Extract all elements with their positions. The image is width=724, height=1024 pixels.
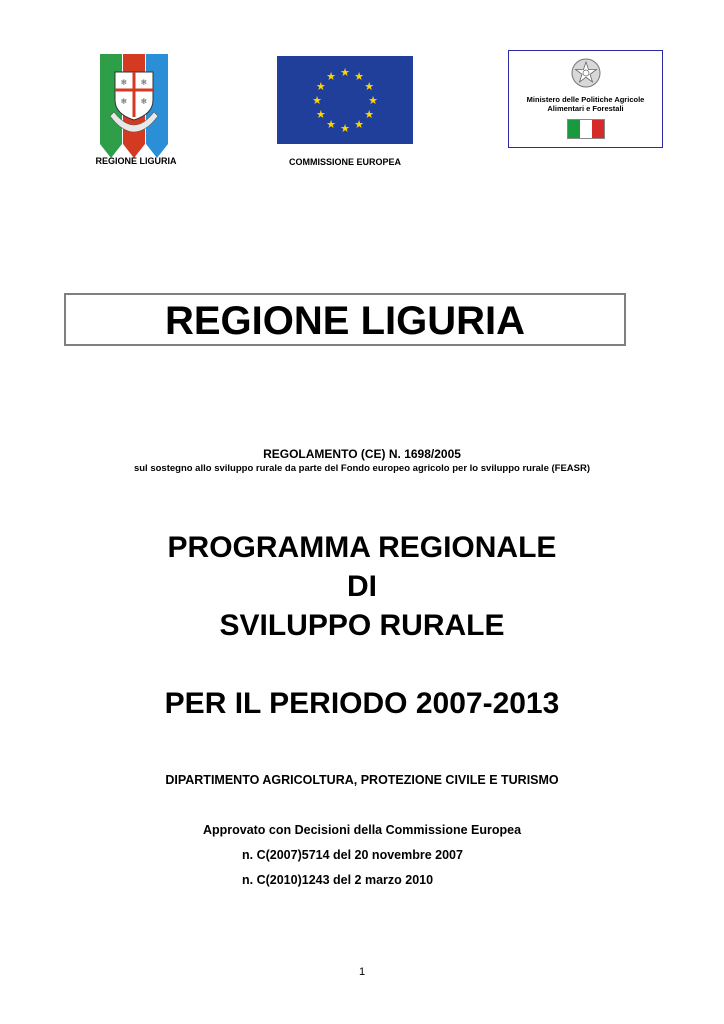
approval-decision-2010: n. C(2010)1243 del 2 marzo 2010	[242, 873, 434, 887]
svg-text:❄: ❄	[120, 78, 128, 87]
eu-star-icon: ★	[364, 81, 375, 93]
programme-period: PER IL PERIODO 2007-2013	[164, 687, 560, 720]
eu-flag-icon	[277, 56, 413, 144]
eu-star-icon: ★	[354, 70, 364, 83]
ministry-name-line1: Ministero delle Politiche Agricole	[526, 95, 645, 104]
page-number: 1	[358, 966, 366, 978]
eu-star-icon: ★	[312, 95, 322, 107]
eu-star-icon: ★	[368, 95, 378, 107]
approval-decision-2007: n. C(2007)5714 del 20 novembre 2007	[242, 848, 463, 862]
eu-star-icon: ★	[315, 81, 326, 93]
eu-star-icon: ★	[340, 123, 350, 135]
eu-caption: COMMISSIONE EUROPEA	[288, 157, 401, 167]
regulation-subtitle: sul sostegno allo sviluppo rurale da parte del Fondo europeo agricolo per lo sviluppo rurale (FEASR)	[133, 463, 591, 474]
approval-heading: Approvato con Decisioni della Commissione Europea	[202, 823, 522, 837]
eu-star-icon: ★	[354, 119, 364, 132]
liguria-caption: REGIONE LIGURIA	[95, 156, 177, 166]
regione-liguria-logo	[96, 50, 172, 160]
department-name: DIPARTIMENTO AGRICOLTURA, PROTEZIONE CIVILE E TURISMO	[165, 773, 559, 787]
programme-title-line2: DI	[347, 570, 377, 603]
svg-text:❄: ❄	[140, 78, 148, 87]
regulation-title: REGOLAMENTO (CE) N. 1698/2005	[263, 447, 461, 461]
page-title: REGIONE LIGURIA	[164, 299, 526, 343]
eu-star-icon: ★	[340, 67, 350, 79]
eu-star-icon: ★	[326, 119, 336, 132]
italian-emblem-icon	[570, 57, 602, 89]
title-box	[64, 293, 626, 346]
svg-text:❄: ❄	[120, 97, 128, 106]
eu-star-icon: ★	[326, 70, 336, 83]
svg-text:❄: ❄	[140, 97, 148, 106]
ministry-name-line2: Alimentari e Forestali	[547, 104, 624, 113]
eu-star-icon: ★	[364, 109, 375, 121]
programme-title-line1: PROGRAMMA REGIONALE	[167, 531, 557, 564]
eu-star-icon: ★	[315, 109, 326, 121]
ministry-logo-box	[508, 50, 663, 148]
italian-flag-icon	[567, 119, 605, 139]
programme-title-line3: SVILUPPO RURALE	[219, 609, 505, 642]
